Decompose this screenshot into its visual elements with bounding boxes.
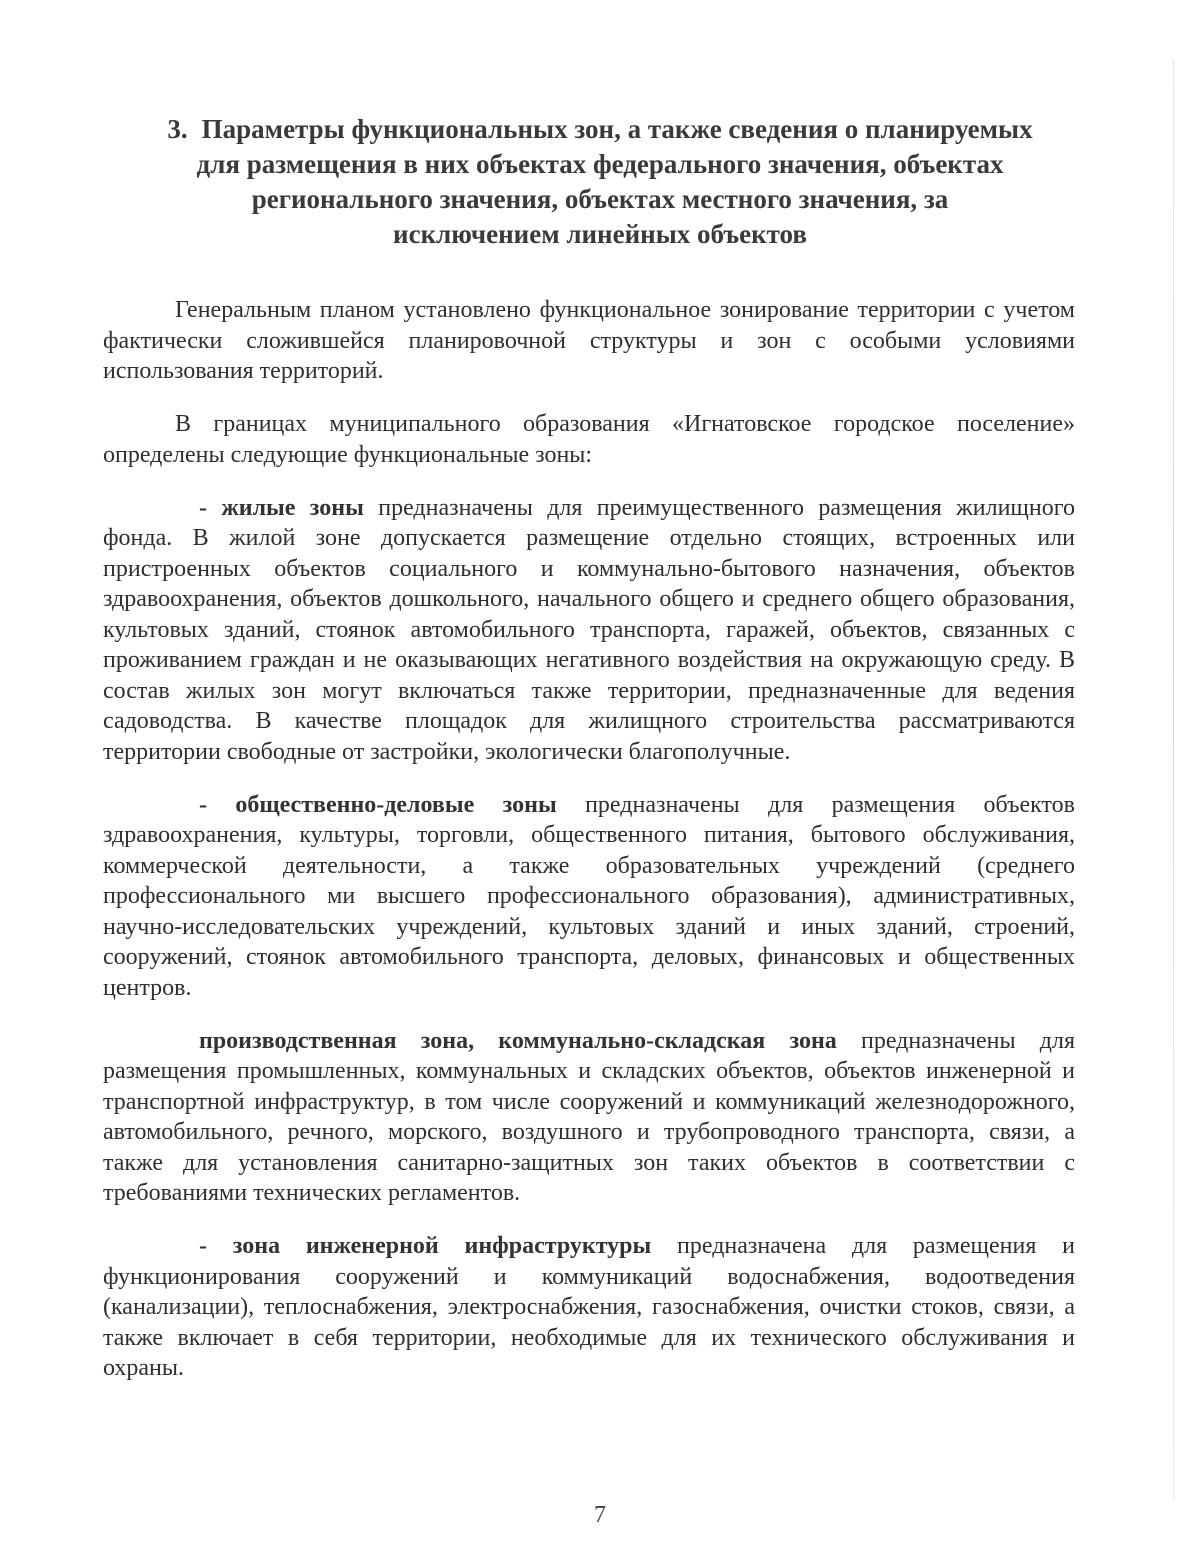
page-number: 7 (594, 1502, 606, 1528)
zone-description-public-business: предназначены для размещения объектов здравоохранения, культуры, торговли, общественного питания, бытового обслуживания, коммерческой деятельности, а также образовательных учреждений (среднего профессионального ми высшего профессионального образования), административных, научно-исследовательских учреждений, культовых зданий и иных зданий, строений, сооружений, стоянок автомобильного транспорта, деловых, финансовых и общественных центров. (103, 791, 1076, 1001)
paragraph-industrial-zone (103, 1026, 1075, 1209)
paragraph-residential-zones (103, 493, 1075, 768)
heading-line-4: исключением линейных объектов (393, 219, 807, 249)
heading-line-2: для размещения в них объектах федерального значения, объектах (196, 149, 1004, 179)
paragraph-intro (103, 295, 1075, 387)
paragraph-intro-text: Генеральным планом установлено функциональное зонирование территории с учетом фактически сложившейся планировочной структуры и зон с особыми условиями использования территорий. (103, 297, 1075, 384)
zone-term-industrial: производственная зона, коммунально-складская зона (199, 1027, 837, 1054)
paragraph-zones-list-intro (103, 409, 1075, 470)
scan-edge-line (1173, 60, 1174, 1500)
section-heading (110, 112, 1090, 252)
zone-description-residential: предназначены для преимущественного размещения жилищного фонда. В жилой зоне допускается размещение отдельно стоящих, встроенных или пристроенных объектов социального и коммунально-бытового назначения, объектов здравоохранения, объектов дошкольного, начального общего и среднего общего образования, культовых зданий, стоянок автомобильного транспорта, гаражей, объектов, связанных с проживанием граждан и не оказывающих негативного воздействия на окружающую среду. В состав жилых зон могут включаться также территории, предназначенные для ведения садоводства. В качестве площадок для жилищного строительства рассматриваются территории свободные от застройки, экологически благополучные. (103, 494, 1075, 765)
zone-description-industrial: предназначены для размещения промышленных, коммунальных и складских объектов, объектов инженерной и транспортной инфраструктур, в том числе сооружений и коммуникаций железнодорожного, автомобильного, речного, морского, воздушного и трубопроводного транспорта, связи, а также для установления санитарно-защитных зон таких объектов в соответствии с требованиями технических регламентов. (103, 1027, 1075, 1206)
zone-term-engineering: - зона инженерной инфраструктуры (199, 1233, 652, 1259)
heading-line-1 (110, 112, 1090, 147)
paragraph-public-business-zones (103, 790, 1075, 1004)
body-text (103, 295, 1075, 1406)
section-number: 3. (167, 114, 188, 144)
zone-term-residential: - жилые зоны (199, 494, 364, 521)
paragraph-zones-list-intro-text: В границах муниципального образования «Игнатовское городское поселение» определены следующие функциональные зоны: (103, 411, 1075, 468)
heading-line-1-text: Параметры функциональных зон, а также сведения о планируемых (201, 114, 1033, 144)
zone-description-engineering: предназначена для размещения и функционирования сооружений и коммуникаций водоснабжения, водоотведения (канализации), теплоснабжения, электроснабжения, газоснабжения, очистки стоков, связи, а также включает в себя территории, необходимые для их технического обслуживания и охраны. (103, 1233, 1076, 1381)
paragraph-engineering-zone (103, 1231, 1075, 1384)
heading-line-3: регионального значения, объектах местного значения, за (251, 184, 949, 214)
zone-term-public-business: - общественно-деловые зоны (199, 791, 557, 818)
